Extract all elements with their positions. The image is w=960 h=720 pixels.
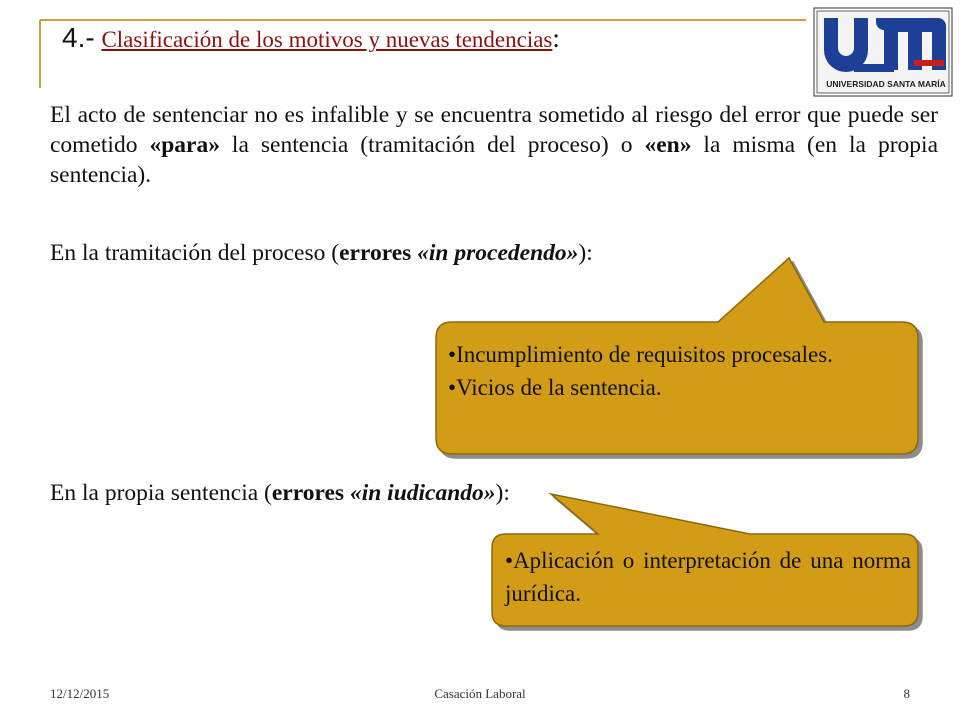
iudicando-heading — [50, 478, 938, 508]
logo-caption: UNIVERSIDAD SANTA MARÍA — [826, 79, 946, 89]
callout-2-item: • Aplicación o interpretación de una norma jurídica. — [505, 544, 911, 610]
procedendo-term: «in procedendo» — [417, 240, 579, 266]
procedendo-bold: errores — [339, 240, 418, 266]
callout-1-item: • Vicios de la sentencia. — [448, 371, 918, 404]
intro-bold-en: «en» — [644, 132, 692, 158]
callout-2 — [505, 544, 911, 610]
iudicando-term: «in iudicando» — [349, 480, 496, 506]
callout-1-item: • Incumplimiento de requisitos procesales. — [448, 338, 918, 371]
page-number: 8 — [903, 686, 910, 701]
iudicando-close: ): — [495, 480, 510, 506]
title-text: Clasificación de los motivos y nuevas tendencias — [101, 27, 553, 52]
procedendo-text: En la tramitación del proceso ( — [50, 240, 340, 266]
title-colon: : — [552, 23, 560, 53]
intro-bold-para: «para» — [149, 132, 220, 158]
intro-text-1: El acto de sentenciar no es infalible y se encuentra sometido al riesgo del error que puede ser cometido — [50, 102, 938, 158]
callout-1 — [448, 338, 918, 404]
title-number: 4.- — [62, 22, 95, 53]
footer-title: Casación Laboral — [434, 686, 526, 701]
iudicando-bold: errores — [271, 480, 350, 506]
procedendo-close: ): — [578, 240, 593, 266]
intro-text-3: la misma (en la propia sentencia). — [50, 132, 938, 188]
iudicando-text: En la propia sentencia ( — [50, 480, 272, 506]
intro-text-2: la sentencia (tramitación del proceso) o — [219, 132, 645, 158]
footer-date: 12/12/2015 — [50, 686, 110, 701]
